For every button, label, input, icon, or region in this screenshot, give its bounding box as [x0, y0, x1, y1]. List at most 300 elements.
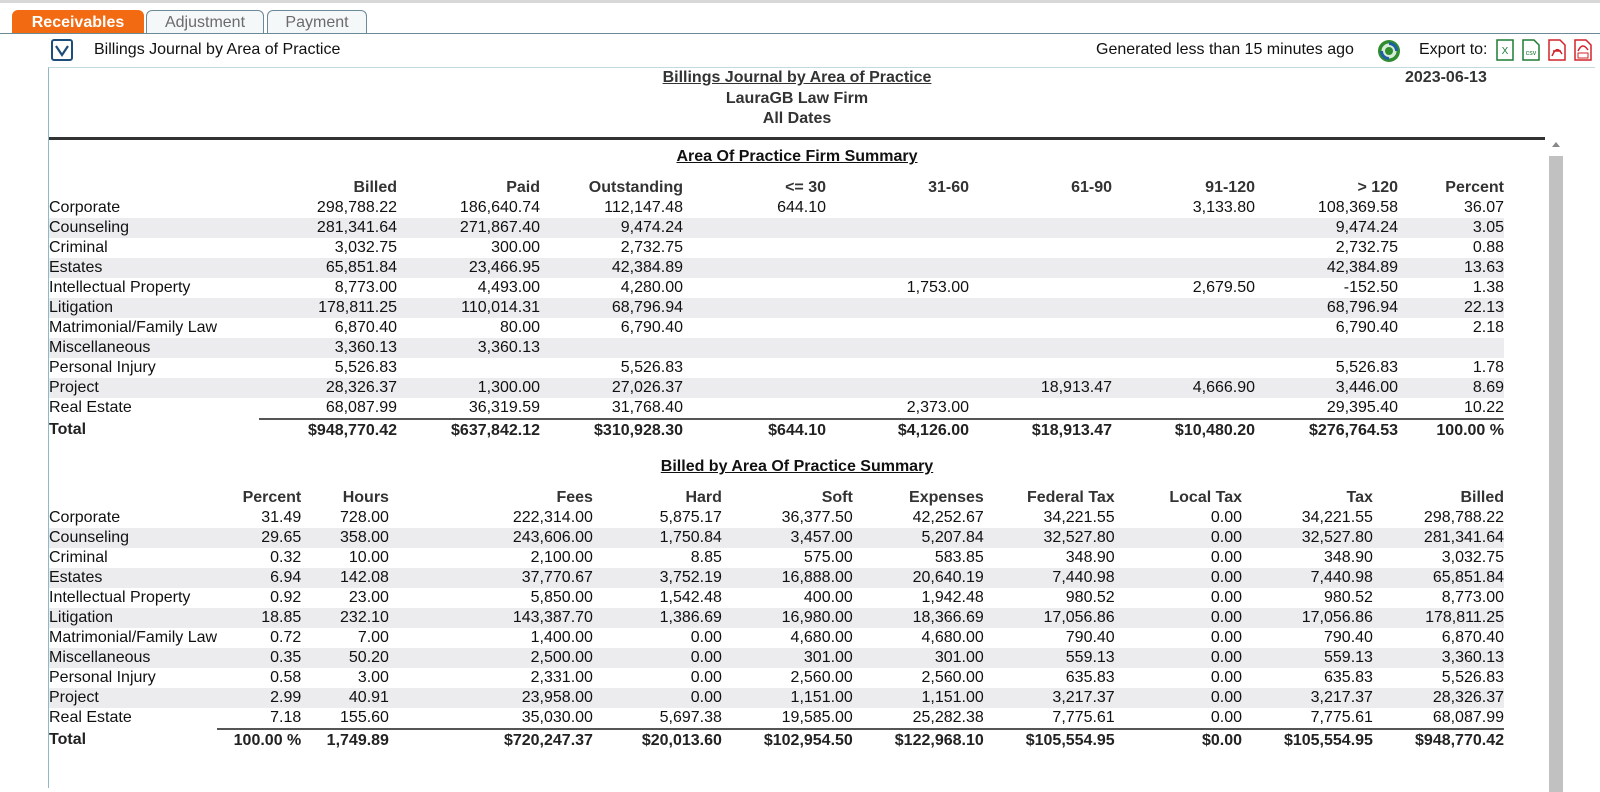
table-cell: 6,790.40	[1335, 319, 1398, 336]
row-label: Real Estate	[49, 709, 132, 726]
table-cell: 32,527.80	[984, 528, 1115, 548]
table-cell: 3,032.75	[334, 239, 397, 256]
table-cell: 0.92	[270, 589, 302, 606]
row-label: Estates	[49, 568, 217, 588]
row-label: Counseling	[49, 528, 217, 548]
total-cell: $0.00	[1115, 728, 1242, 752]
firm-summary-table	[49, 178, 1504, 442]
total-cell: $276,764.53	[1255, 418, 1398, 442]
table-cell: 3,360.13	[397, 338, 540, 358]
table-cell: 0.00	[1210, 549, 1242, 566]
table-cell: 348.90	[1065, 549, 1115, 566]
table-row	[49, 548, 1504, 568]
table-row	[49, 238, 1504, 258]
table-cell: 112,147.48	[604, 199, 683, 216]
table-cell: 7,440.98	[984, 568, 1115, 588]
row-label: Intellectual Property	[49, 279, 191, 296]
column-header: <= 30	[785, 179, 826, 196]
table-row	[49, 358, 1504, 378]
firm-summary-body	[49, 198, 1504, 442]
table-cell: 9,474.24	[540, 218, 683, 238]
table-cell: 1,942.48	[921, 589, 984, 606]
table-cell: 13.63	[1398, 258, 1504, 278]
table-cell: 65,851.84	[1373, 568, 1504, 588]
column-header: Fees	[556, 489, 593, 506]
table-cell: 36.07	[1463, 199, 1504, 216]
table-cell: 644.10	[777, 199, 826, 216]
total-row	[49, 728, 1504, 752]
row-label: Corporate	[49, 199, 121, 216]
table-cell: 8,773.00	[1441, 589, 1504, 606]
table-cell: 37,770.67	[389, 568, 593, 588]
report-panel	[48, 67, 1595, 788]
export-excel-icon[interactable]	[1496, 39, 1514, 61]
table-cell: 10.00	[348, 549, 389, 566]
table-cell: 2,560.00	[790, 669, 853, 686]
table-cell	[683, 318, 826, 338]
table-cell: 17,056.86	[1242, 608, 1373, 628]
report-title: Billings Journal by Area of Practice	[662, 69, 932, 86]
column-header: Billed	[1460, 489, 1504, 506]
table-cell: 281,341.64	[259, 218, 397, 238]
table-cell: 1,300.00	[397, 378, 540, 398]
column-header: Paid	[506, 179, 540, 196]
table-row	[49, 258, 1504, 278]
total-cell: $20,013.60	[593, 728, 722, 752]
table-row	[49, 528, 1504, 548]
column-header: Hard	[685, 489, 722, 506]
table-cell: 635.83	[1324, 669, 1373, 686]
table-cell: 6,790.40	[620, 319, 683, 336]
table-cell: 3,360.13	[259, 338, 397, 358]
table-row	[49, 568, 1504, 588]
row-label: Miscellaneous	[49, 338, 259, 358]
table-cell	[683, 218, 826, 238]
table-cell: 4,493.00	[477, 279, 540, 296]
table-cell	[969, 318, 1112, 338]
table-cell: 23,958.00	[389, 688, 593, 708]
total-cell: $105,554.95	[1242, 728, 1373, 752]
table-cell: 36,377.50	[781, 509, 853, 526]
table-row	[49, 668, 1504, 688]
column-header: Percent	[242, 489, 302, 506]
table-cell	[969, 298, 1112, 318]
table-cell: 0.00	[1115, 648, 1242, 668]
table-cell: 635.83	[1065, 669, 1115, 686]
table-cell: 2,679.50	[1192, 279, 1255, 296]
row-label: Personal Injury	[49, 359, 156, 376]
total-cell: $10,480.20	[1112, 418, 1255, 442]
table-cell: 980.52	[1065, 589, 1115, 606]
total-row	[49, 418, 1504, 442]
column-header: Hours	[342, 489, 389, 506]
table-cell: 5,526.83	[1441, 669, 1504, 686]
column-header	[49, 488, 217, 508]
table-cell: 583.85	[934, 549, 984, 566]
table-cell: 42,384.89	[1255, 258, 1398, 278]
table-cell	[969, 278, 1112, 298]
row-label: Intellectual Property	[49, 589, 191, 606]
table-cell: 28,326.37	[1373, 688, 1504, 708]
table-cell: 298,788.22	[1423, 509, 1504, 526]
table-cell: 0.00	[1115, 528, 1242, 548]
table-cell: 7,440.98	[1242, 568, 1373, 588]
column-header: 91-120	[1205, 179, 1255, 196]
table-cell: 23.00	[348, 589, 389, 606]
row-label: Project	[49, 378, 259, 398]
table-cell: 34,221.55	[1301, 509, 1373, 526]
column-header: > 120	[1357, 179, 1398, 196]
table-cell: 2.18	[1472, 319, 1504, 336]
refresh-icon[interactable]	[1377, 39, 1401, 63]
column-header: Expenses	[909, 489, 984, 506]
table-cell: 34,221.55	[1043, 509, 1115, 526]
table-cell: -152.50	[1343, 279, 1398, 296]
table-cell: 2,732.75	[1335, 239, 1398, 256]
table-cell: 42,384.89	[540, 258, 683, 278]
table-cell: 3,032.75	[1441, 549, 1504, 566]
table-cell	[1112, 358, 1255, 378]
column-header: Billed	[353, 179, 397, 196]
table-cell: 3,457.00	[722, 528, 853, 548]
table-cell: 32,527.80	[1242, 528, 1373, 548]
table-cell: 3,360.13	[1373, 648, 1504, 668]
table-cell	[826, 218, 969, 238]
table-cell: 0.00	[593, 688, 722, 708]
table-cell: 20,640.19	[853, 568, 984, 588]
total-cell: $18,913.47	[969, 418, 1112, 442]
total-cell: $4,126.00	[826, 418, 969, 442]
table-cell	[683, 378, 826, 398]
table-cell	[969, 358, 1112, 378]
report-date: 2023-06-13	[1405, 69, 1487, 86]
table-cell	[1112, 238, 1255, 258]
table-cell: 31.49	[261, 509, 302, 526]
table-cell	[826, 238, 969, 258]
table-cell: 3,217.37	[984, 688, 1115, 708]
table-cell	[969, 398, 1112, 418]
table-cell: 2,331.00	[530, 669, 593, 686]
table-cell: 2,373.00	[906, 399, 969, 416]
table-cell	[683, 398, 826, 418]
table-cell: 575.00	[803, 549, 853, 566]
row-label: Corporate	[49, 509, 121, 526]
table-cell: 243,606.00	[389, 528, 593, 548]
total-cell: $644.10	[683, 418, 826, 442]
table-row	[49, 198, 1504, 218]
table-cell	[969, 198, 1112, 218]
table-cell: 143,387.70	[389, 608, 593, 628]
table-cell: 80.00	[499, 319, 540, 336]
table-cell: 1.38	[1472, 279, 1504, 296]
total-label: Total	[49, 421, 87, 438]
table-cell: 271,867.40	[397, 218, 540, 238]
chevron-down-icon	[55, 43, 69, 57]
table-cell: 5,526.83	[1335, 359, 1398, 376]
row-label: Real Estate	[49, 399, 132, 416]
table-cell: 0.00	[690, 629, 722, 646]
table-cell: 298,788.22	[316, 199, 397, 216]
column-header: Percent	[1445, 179, 1504, 196]
date-range: All Dates	[762, 110, 832, 127]
table-cell	[969, 338, 1112, 358]
row-label: Estates	[49, 258, 259, 278]
table-cell	[826, 338, 969, 358]
table-cell: 0.72	[270, 629, 302, 646]
table-cell: 18,913.47	[969, 378, 1112, 398]
table-cell	[826, 298, 969, 318]
table-row	[49, 608, 1504, 628]
table-cell	[683, 298, 826, 318]
table-cell: 18.85	[217, 608, 301, 628]
table-cell	[683, 338, 826, 358]
table-row	[49, 318, 1504, 338]
table-cell: 3.00	[357, 669, 389, 686]
table-cell: 0.58	[270, 669, 302, 686]
table-cell	[826, 258, 969, 278]
table-cell: 7.18	[270, 709, 302, 726]
total-cell: 100.00 %	[1398, 418, 1504, 442]
table-cell	[1112, 218, 1255, 238]
table-cell: 980.52	[1324, 589, 1373, 606]
table-cell: 0.00	[1210, 669, 1242, 686]
tab-receivables[interactable]: Receivables	[12, 10, 144, 33]
table-cell: 18,366.69	[853, 608, 984, 628]
row-label: Litigation	[49, 608, 217, 628]
table-cell: 28,326.37	[259, 378, 397, 398]
table-row	[49, 378, 1504, 398]
row-label: Criminal	[49, 549, 108, 566]
table-cell: 155.60	[340, 709, 389, 726]
export-label: Export to:	[1419, 41, 1488, 58]
table-cell: 2,560.00	[921, 669, 984, 686]
table-row	[49, 708, 1504, 728]
row-label: Project	[49, 688, 217, 708]
table-row	[49, 338, 1504, 358]
table-cell: 0.00	[593, 648, 722, 668]
export-csv-icon[interactable]	[1522, 39, 1540, 61]
table-cell: 1,542.48	[659, 589, 722, 606]
table-cell	[1112, 298, 1255, 318]
table-cell: 108,369.58	[1317, 199, 1398, 216]
table-cell: 50.20	[301, 648, 389, 668]
table-cell: 1.78	[1472, 359, 1504, 376]
table-cell: 8.69	[1398, 378, 1504, 398]
column-header: Local Tax	[1169, 489, 1242, 506]
table-cell	[540, 338, 683, 358]
generated-status: Generated less than 15 minutes ago	[1096, 41, 1354, 58]
table-cell: 31,768.40	[611, 399, 683, 416]
table-cell: 1,151.00	[722, 688, 853, 708]
table-cell: 301.00	[722, 648, 853, 668]
table-cell	[1398, 338, 1504, 358]
table-cell: 790.40	[1065, 629, 1115, 646]
table-cell: 42,252.67	[912, 509, 984, 526]
table-cell: 232.10	[301, 608, 389, 628]
table-cell: 0.00	[1115, 608, 1242, 628]
table-cell: 281,341.64	[1373, 528, 1504, 548]
firm-name: LauraGB Law Firm	[725, 90, 869, 107]
table-cell: 400.00	[803, 589, 853, 606]
table-cell: 559.13	[1242, 648, 1373, 668]
table-cell	[683, 278, 826, 298]
table-cell	[969, 238, 1112, 258]
table-cell: 6,870.40	[334, 319, 397, 336]
table-cell	[826, 198, 969, 218]
tab-payment[interactable]: Payment	[267, 10, 367, 33]
table-cell	[826, 378, 969, 398]
export-pdf-icon[interactable]	[1548, 39, 1566, 61]
scroll-up-icon[interactable]	[1552, 142, 1560, 147]
table-row	[49, 688, 1504, 708]
billed-summary-body	[49, 508, 1504, 752]
table-cell	[397, 358, 540, 378]
collapse-toggle-button[interactable]	[51, 39, 73, 61]
table-cell: 1,400.00	[530, 629, 593, 646]
column-header: Soft	[821, 489, 853, 506]
table-cell: 29,395.40	[1326, 399, 1398, 416]
table-cell: 8.85	[690, 549, 722, 566]
column-header: Federal Tax	[1026, 489, 1115, 506]
column-header: Tax	[1346, 489, 1373, 506]
table-cell: 7.00	[357, 629, 389, 646]
table-cell	[1255, 338, 1398, 358]
total-cell: $122,968.10	[853, 728, 984, 752]
table-cell: 2,732.75	[620, 239, 683, 256]
row-label: Matrimonial/Family Law	[49, 319, 218, 336]
table-cell: 16,888.00	[722, 568, 853, 588]
table-cell: 1,753.00	[906, 279, 969, 296]
table-cell: 35,030.00	[521, 709, 593, 726]
table-cell: 186,640.74	[459, 199, 540, 216]
table-cell: 8,773.00	[334, 279, 397, 296]
table-cell: 0.00	[690, 669, 722, 686]
table-cell	[1112, 338, 1255, 358]
table-cell: 728.00	[340, 509, 389, 526]
total-cell: $105,554.95	[984, 728, 1115, 752]
column-header: 31-60	[928, 179, 969, 196]
window-top-border	[0, 0, 1600, 3]
table-cell: 65,851.84	[259, 258, 397, 278]
total-cell: 100.00 %	[217, 728, 301, 752]
table-cell: 358.00	[301, 528, 389, 548]
table-cell: 2.99	[217, 688, 301, 708]
table-cell: 348.90	[1324, 549, 1373, 566]
table-cell: 68,796.94	[540, 298, 683, 318]
table-cell: 19,585.00	[781, 709, 853, 726]
vertical-scrollbar[interactable]	[1549, 142, 1563, 792]
table-cell: 1,750.84	[593, 528, 722, 548]
table-cell: 68,796.94	[1255, 298, 1398, 318]
table-cell: 110,014.31	[397, 298, 540, 318]
table-cell	[1112, 398, 1255, 418]
table-cell: 0.00	[1115, 568, 1242, 588]
table-row	[49, 218, 1504, 238]
table-cell: 4,666.90	[1112, 378, 1255, 398]
table-cell: 0.00	[1210, 509, 1242, 526]
row-label: Matrimonial/Family Law	[49, 629, 218, 646]
table-cell: 40.91	[301, 688, 389, 708]
total-cell: $948,770.42	[259, 418, 397, 442]
table-cell: 559.13	[984, 648, 1115, 668]
table-cell: 4,680.00	[790, 629, 853, 646]
row-label: Miscellaneous	[49, 648, 217, 668]
table-cell: 0.00	[1210, 709, 1242, 726]
table-cell: 68,087.99	[1432, 709, 1504, 726]
total-cell: 1,749.89	[301, 728, 389, 752]
firm-summary-header	[49, 178, 1504, 198]
table-row	[49, 588, 1504, 608]
total-cell: $637,842.12	[397, 418, 540, 442]
table-cell: 0.35	[217, 648, 301, 668]
table-cell: 25,282.38	[912, 709, 984, 726]
table-cell: 5,697.38	[659, 709, 722, 726]
table-cell: 1,151.00	[853, 688, 984, 708]
table-cell: 2,500.00	[389, 648, 593, 668]
table-row	[49, 648, 1504, 668]
table-cell	[683, 238, 826, 258]
total-cell: $310,928.30	[540, 418, 683, 442]
export-pdf-alt-icon[interactable]	[1574, 39, 1592, 61]
table-row	[49, 628, 1504, 648]
table-row	[49, 508, 1504, 528]
table-cell: 23,466.95	[397, 258, 540, 278]
table-cell: 2,100.00	[530, 549, 593, 566]
table-row	[49, 278, 1504, 298]
table-cell: 5,526.83	[334, 359, 397, 376]
table-cell: 0.88	[1472, 239, 1504, 256]
table-cell: 0.00	[1210, 589, 1242, 606]
firm-summary-heading: Area Of Practice Firm Summary	[676, 148, 918, 165]
table-cell: 790.40	[1324, 629, 1373, 646]
table-cell: 5,207.84	[853, 528, 984, 548]
table-cell	[969, 218, 1112, 238]
tab-adjustment[interactable]: Adjustment	[146, 10, 264, 33]
table-cell: 16,980.00	[722, 608, 853, 628]
table-cell	[683, 258, 826, 278]
table-row	[49, 398, 1504, 418]
table-cell: 3,217.37	[1242, 688, 1373, 708]
table-cell: 5,850.00	[530, 589, 593, 606]
scrollbar-thumb[interactable]	[1549, 156, 1563, 792]
billed-summary-header	[49, 488, 1504, 508]
table-cell: 7,775.61	[1052, 709, 1115, 726]
svg-text:X: X	[1501, 46, 1509, 57]
table-cell: 27,026.37	[540, 378, 683, 398]
table-cell: 6.94	[217, 568, 301, 588]
billed-summary-heading: Billed by Area Of Practice Summary	[660, 458, 934, 475]
column-header: 61-90	[1071, 179, 1112, 196]
table-cell	[1112, 258, 1255, 278]
table-cell: 29.65	[217, 528, 301, 548]
table-cell: 9,474.24	[1255, 218, 1398, 238]
row-label: Criminal	[49, 239, 108, 256]
table-cell: 300.00	[491, 239, 540, 256]
row-label: Litigation	[49, 298, 259, 318]
table-cell: 4,680.00	[921, 629, 984, 646]
table-cell: 3,752.19	[593, 568, 722, 588]
billed-summary-table	[49, 488, 1504, 752]
table-cell	[683, 358, 826, 378]
table-cell: 5,875.17	[659, 509, 722, 526]
total-cell: $720,247.37	[389, 728, 593, 752]
row-label: Personal Injury	[49, 669, 156, 686]
table-cell	[1112, 318, 1255, 338]
table-cell: 6,870.40	[1441, 629, 1504, 646]
table-cell: 0.32	[270, 549, 302, 566]
total-label: Total	[49, 731, 87, 748]
column-header: Outstanding	[588, 179, 683, 196]
